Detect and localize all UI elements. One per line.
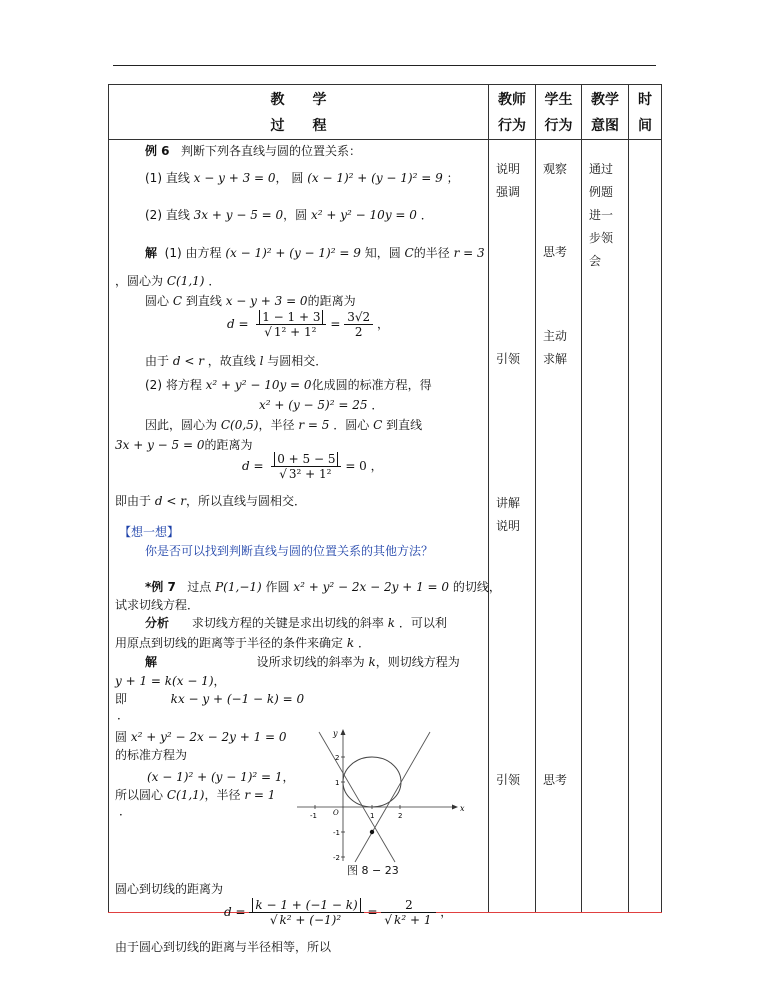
ex7-dot2: ． <box>119 804 132 818</box>
figure-caption: 图 8 − 23 <box>347 864 399 877</box>
ex6-sol2-c: 因此，圆心为 <box>145 418 218 432</box>
ex6-q1-circle: (x − 1)² + (y − 1)² = 9 <box>307 171 443 185</box>
ex7-sol-a: 设所求切线的斜率为 <box>256 655 365 669</box>
ex6-d2-eq: = 0 ， <box>345 459 383 473</box>
ex6-sol2-std <box>259 396 383 413</box>
ex7-d-formula <box>224 898 452 927</box>
student-s1: 观察 <box>543 162 568 176</box>
header-intent-line2: 意图 <box>591 118 619 134</box>
ex7-analysis-line2 <box>115 634 370 651</box>
ex7-center-val: C(1,1) <box>166 788 205 802</box>
ex7-prompt-a: 过点 <box>187 580 212 594</box>
header-process <box>109 85 489 140</box>
header-time-line1: 时 <box>638 92 652 108</box>
ex6-sol1-r: r = 3 <box>453 246 485 260</box>
ex7-circ-std-end: ， <box>282 770 295 784</box>
think-question: 你是否可以找到判断直线与圆的位置关系的其他方法？ <box>145 544 434 558</box>
ex6-sol2-b: 化成圆的标准方程，得 <box>311 378 432 392</box>
ex7-d-rfrac: $\frac{2}{\text{√ k² + 1}}$ <box>381 898 436 927</box>
y-tick-label-2: 2 <box>335 754 340 762</box>
ex6-sol2-std-eq: x² + (y − 5)² = 25 <box>259 398 368 412</box>
header-process-line1: 教 学 <box>270 92 327 108</box>
ex7-circ-std-eq: (x − 1)² + (y − 1)² = 1 <box>147 770 283 784</box>
ex6-d2-frac: $\frac{0 + 5 - 5}{\text{√ 3² + 1²}}$ <box>271 452 341 481</box>
teacher-t4: 讲解 <box>496 496 521 510</box>
ex7-dot1: ． <box>117 708 130 722</box>
ex6-d1-end: ， <box>376 317 389 331</box>
ex7-circle: x² + y² − 2x − 2y + 1 = 0 <box>293 580 450 594</box>
ex7-d-end: ， <box>440 905 453 919</box>
header-teacher-line1: 教师 <box>498 92 526 108</box>
y-tick-label--1: -1 <box>333 829 340 837</box>
ex6-d1-eq: = <box>330 317 341 331</box>
ex6-sol2-a: (2) 将方程 <box>145 378 202 392</box>
ex6-d1-rnum: 3√2 <box>344 310 373 325</box>
ex6-prompt: 判断下列各直线与圆的位置关系： <box>180 144 361 158</box>
ex7-analysis-label: 分析 <box>145 616 170 630</box>
student-s3: 主动 <box>543 329 568 343</box>
header-intent-line1: 教学 <box>591 92 619 108</box>
origin-label: O <box>333 809 339 817</box>
teacher-t2: 强调 <box>496 185 521 199</box>
ex7-d-frac: $\frac{k - 1 + (-1 - k)}{\text{√ k² + (−1)²}}$ <box>249 898 363 927</box>
ex7-circ-std <box>147 768 295 785</box>
x-tick-label-2: 2 <box>398 812 403 820</box>
ex6-concl2-a: 即由于 <box>115 494 152 508</box>
header-time-line2: 间 <box>638 118 652 134</box>
ex6-concl2 <box>115 492 306 509</box>
y-axis-arrow-icon <box>341 729 346 735</box>
ex6-sol-label: 解 <box>145 246 158 260</box>
ex6-q2-mid: ，圆 <box>283 208 308 222</box>
ex6-sol2-e: ．圆心 <box>333 418 370 432</box>
ex7-d-eq: = <box>367 905 378 919</box>
process-content <box>109 140 501 954</box>
ex7-circ <box>115 728 287 745</box>
ex6-sol1-center <box>115 272 220 289</box>
ex7-analysis-k2: k <box>346 636 355 650</box>
ex7-sol-label: 解 <box>145 655 158 669</box>
ex6-q2-line: 3x + y − 5 = 0 <box>193 208 284 222</box>
ex6-dist1-line: x − y + 3 = 0 <box>225 294 308 308</box>
ex6-concl1-b: ，故直线 <box>207 354 256 368</box>
teacher-t3: 引领 <box>496 352 521 366</box>
ex7-tangent-eq: y + 1 = k(x − 1) <box>115 674 214 688</box>
ex6-q1-mid: ， 圆 <box>275 171 304 185</box>
ex7-analysis-c: 用原点到切线的距离等于半径的条件来确定 <box>115 636 344 650</box>
x-axis-label: x <box>460 804 465 813</box>
ex6-title: 例 6 <box>145 144 170 158</box>
ex6-sol2-C: C <box>373 418 383 432</box>
ex6-sol2-std-end: ． <box>371 398 384 412</box>
student-cell <box>536 140 582 913</box>
header-student <box>536 85 582 140</box>
ex7-sol <box>145 653 460 670</box>
header-process-line2: 过 程 <box>270 118 327 134</box>
ex6-d1-rfrac <box>344 310 373 339</box>
ex7-analysis-d: ． <box>357 636 370 650</box>
teacher-cell <box>489 140 536 913</box>
x-axis-arrow-icon <box>452 805 458 810</box>
ex7-prompt-c: 的切线， <box>452 580 501 594</box>
point-p <box>370 830 374 834</box>
ex6-heading <box>145 142 361 159</box>
ex7-point: P(1,−1) <box>215 580 262 594</box>
ex6-d1-num: 1 − 1 + 3 <box>259 310 323 324</box>
top-rule <box>113 65 656 66</box>
teacher-t1: 说明 <box>496 162 521 176</box>
header-student-line2: 行为 <box>544 118 573 134</box>
x-tick-label-1: 1 <box>370 812 375 820</box>
ex6-sol2-line-eq: 3x + y − 5 = 0 <box>115 438 205 452</box>
ex6-sol1-d: 的半径 <box>413 246 450 260</box>
ex7-d-rnum: 2 <box>381 898 436 913</box>
ex6-sol1-a: (1) 由方程 <box>164 246 222 260</box>
intent-i2: 例题 <box>589 185 614 199</box>
ex6-concl1-ineq: d < r <box>172 354 204 368</box>
ex6-sol1-b: 知，圆 <box>364 246 401 260</box>
ex6-d1-den: 1² + 1² <box>273 325 317 339</box>
lesson-table <box>108 84 662 954</box>
tangent-line-left <box>319 732 395 862</box>
ex6-d2-den: 3² + 1² <box>288 467 332 481</box>
ex7-title: *例 7 <box>145 580 176 594</box>
ex6-sol2-line <box>115 436 253 453</box>
ex6-sol2-eq: x² + y² − 10y = 0 <box>205 378 312 392</box>
ex6-dist1-b: 到直线 <box>185 294 222 308</box>
teacher-t6: 引领 <box>496 773 521 787</box>
ex7-sol-b: ，则切线方程为 <box>375 655 460 669</box>
ex6-sol2 <box>145 376 432 393</box>
intent-content <box>582 140 628 912</box>
teacher-content <box>489 140 535 912</box>
ex6-q2-circle: x² + y² − 10y = 0 <box>311 208 417 222</box>
ex7-circ-a: 圆 <box>115 730 128 744</box>
teacher-t5: 说明 <box>496 519 521 533</box>
header-student-line1: 学生 <box>544 92 573 108</box>
ex6-sol2-center <box>145 416 422 433</box>
ex7-d-num: k − 1 + (−1 − k) <box>252 898 360 912</box>
ex6-sol1 <box>145 244 485 261</box>
ex6-d1-rden: 2 <box>354 325 363 339</box>
ex6-q1-line: x − y + 3 = 0 <box>193 171 276 185</box>
ex7-center <box>115 786 275 803</box>
ex7-d-den: k² + (−1)² <box>279 913 342 927</box>
ex6-concl2-ineq: d < r <box>154 494 186 508</box>
ex7-analysis <box>145 614 447 631</box>
ex7-d-lhs: d = <box>224 905 246 919</box>
ex6-q1-label: (1) 直线 <box>145 171 190 185</box>
ex6-dist1-c2: 的距离为 <box>307 294 356 308</box>
ex6-concl1 <box>145 352 327 369</box>
ex6-q2 <box>145 206 433 223</box>
ex7-last: 由于圆心到切线的距离与半径相等，所以 <box>115 940 332 954</box>
y-tick-label-1: 1 <box>335 779 340 787</box>
ex7-d-rden: k² + 1 <box>394 913 432 927</box>
ex6-sol1-eq: (x − 1)² + (y − 1)² = 9 <box>225 246 361 260</box>
ex7-center-b: ，半径 <box>204 788 241 802</box>
ex6-concl2-b: ，所以直线与圆相交． <box>185 494 306 508</box>
ex6-sol1-f: ． <box>208 274 221 288</box>
ex7-radius: r = 1 <box>244 788 276 802</box>
ex6-sol1-center-val: C(1,1) <box>166 274 205 288</box>
ex7-heading <box>145 578 501 595</box>
ex6-d1-lhs: d = <box>227 317 249 331</box>
y-tick-label--2: -2 <box>333 854 340 862</box>
ex6-q2-end: ． <box>420 208 433 222</box>
circle-shape <box>343 757 401 807</box>
ex6-d2-num: 0 + 5 − 5 <box>274 452 338 466</box>
ex6-sol2-center-val: C(0,5) <box>220 418 259 432</box>
ex6-dist1 <box>145 292 356 309</box>
student-s5: 思考 <box>543 773 568 787</box>
intent-i4: 步领 <box>589 231 614 245</box>
ex7-dist: 圆心到切线的距离为 <box>115 882 224 896</box>
think-title: 【想一想】 <box>119 525 180 539</box>
ex7-sol-k: k <box>368 655 376 669</box>
intent-i5: 会 <box>589 254 602 268</box>
ex6-sol2-r: r = 5 <box>298 418 330 432</box>
ex6-sol2-g: 的距离为 <box>204 438 253 452</box>
ex7-ie <box>115 690 304 707</box>
y-axis-label: y <box>333 729 338 738</box>
ex7-tangent-end: ， <box>213 674 226 688</box>
ex6-sol1-e: ，圆心为 <box>115 274 164 288</box>
intent-cell <box>582 140 629 913</box>
ex7-ie-label: 即 <box>115 692 128 706</box>
ex7-tangent-gen: kx − y + (−1 − k) = 0 <box>170 692 305 706</box>
ex7-analysis-b: ．可以利 <box>398 616 447 630</box>
ex7-tangent <box>115 672 226 689</box>
ex6-d1-frac: $\frac{1 - 1 + 3}{\text{√ 1² + 1²}}$ <box>256 310 326 339</box>
ex7-center-a: 所以圆心 <box>115 788 164 802</box>
header-row <box>109 85 662 140</box>
tangent-line-right <box>355 732 430 862</box>
student-s2: 思考 <box>543 245 568 259</box>
ex7-analysis-a: 求切线方程的关键是求出切线的斜率 <box>191 616 384 630</box>
ex6-dist1-c: C <box>172 294 183 308</box>
student-content <box>536 140 581 912</box>
ex6-d2-lhs: d = <box>242 459 264 473</box>
header-time <box>629 85 662 140</box>
header-teacher <box>489 85 536 140</box>
header-intent <box>582 85 629 140</box>
ex6-d2-formula <box>242 452 383 481</box>
ex6-q2-label: (2) 直线 <box>145 208 190 222</box>
ex7-analysis-k: k <box>387 616 396 630</box>
ex6-dist1-a: 圆心 <box>145 294 170 308</box>
ex6-q1 <box>145 169 459 186</box>
ex7-circ-eq: x² + y² − 2x − 2y + 1 = 0 <box>130 730 287 744</box>
ex6-concl1-c: 与圆相交． <box>267 354 328 368</box>
ex7-prompt-line2: 试求切线方程． <box>115 598 200 612</box>
ex7-prompt-b: 作圆 <box>265 580 290 594</box>
x-tick-label--1: -1 <box>310 812 317 820</box>
ex6-concl1-l: l <box>259 354 264 368</box>
student-s4: 求解 <box>543 352 568 366</box>
process-cell <box>109 140 501 954</box>
ex6-sol1-c: C <box>404 246 414 260</box>
ex6-q1-end: ； <box>446 171 459 185</box>
content-row <box>109 140 662 913</box>
header-teacher-line2: 行为 <box>498 118 526 134</box>
ex6-sol2-d: ，半径 <box>258 418 295 432</box>
ex6-concl1-a: 由于 <box>145 354 170 368</box>
ex6-d1-formula <box>227 310 389 339</box>
time-cell <box>629 140 662 913</box>
ex6-sol2-f: 到直线 <box>386 418 423 432</box>
figure-8-23 <box>295 728 467 863</box>
ex7-circ-b: 的标准方程为 <box>115 748 188 762</box>
intent-i1: 通过 <box>589 162 614 176</box>
intent-i3: 进一 <box>589 208 614 222</box>
